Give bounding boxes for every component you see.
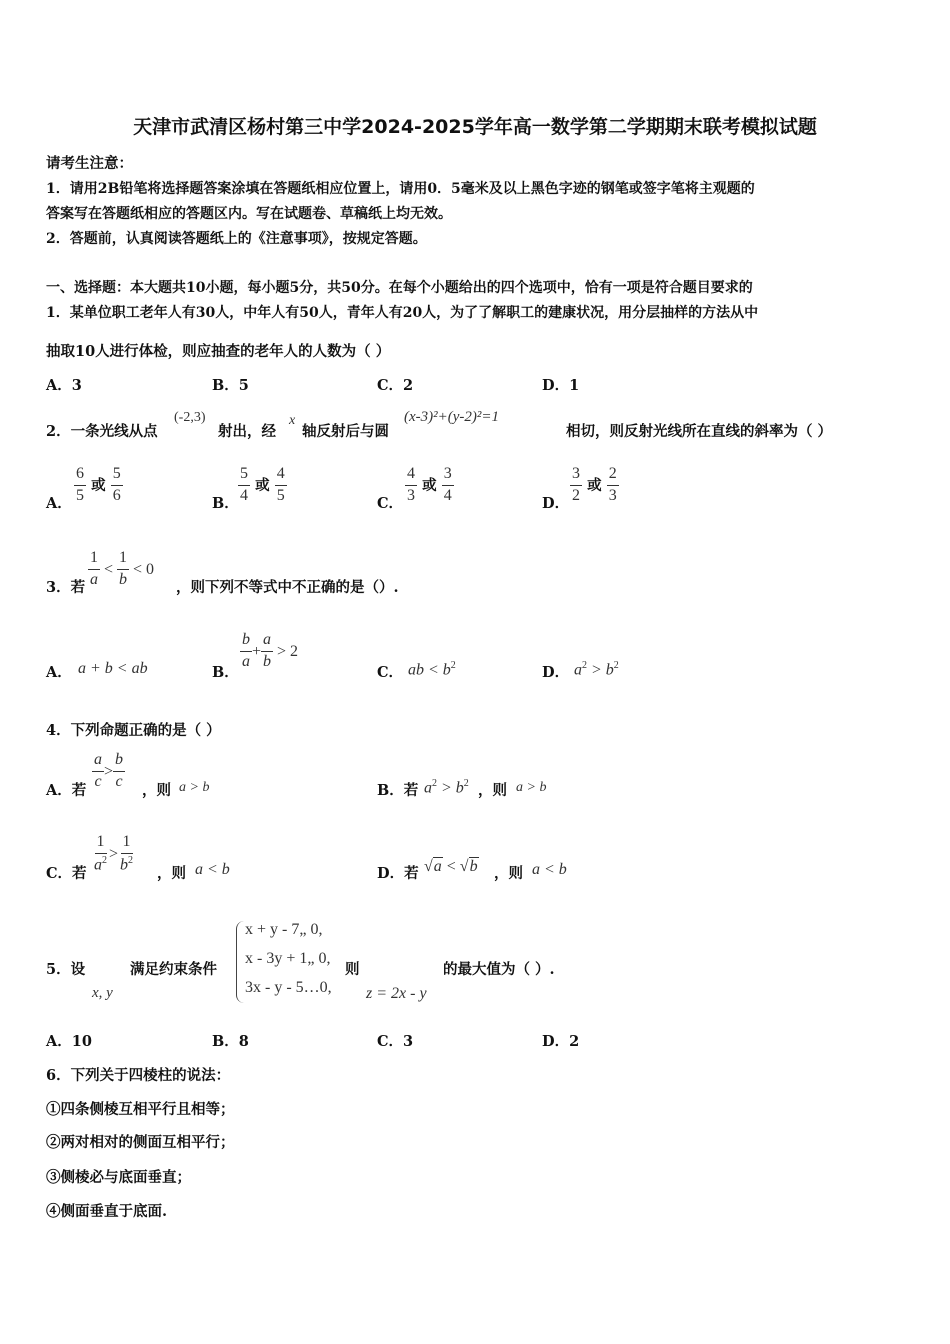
q1-option-b: B．5 (212, 377, 249, 394)
q4-option-b-condition: $a^2 > b^2$ (424, 778, 469, 797)
fraction-denominator: 6 (112, 486, 121, 504)
q2-axis: x (289, 413, 296, 428)
less-than: < (100, 560, 118, 578)
q4-option-a-then: ，则 (142, 782, 171, 799)
q5-option-d: D．2 (542, 1033, 580, 1050)
q3-stem-part2: ，则下列不等式中不正确的是（）. (176, 579, 399, 596)
q3-option-b-label: B． (212, 664, 239, 681)
constraint-1: x + y - 7„ 0, (245, 921, 323, 938)
q1-option-c: C．2 (377, 377, 414, 394)
greater-than-two: > 2 (273, 642, 299, 660)
q4-option-c-label: C．若 (46, 865, 87, 882)
q3-option-b-value: $\frac{b}{a}$ + $\frac{a}{b}$ > 2 (242, 631, 299, 670)
or-text: 或 (255, 476, 270, 494)
q3-option-c-label: C． (377, 664, 404, 681)
q5-stem-part1: 5．设 (46, 961, 86, 978)
page-title: 天津市武清区杨村第三中学2024-2025学年高一数学第二学期期末联考模拟试题 (133, 116, 817, 138)
q3-stem-part1: 3．若 (46, 579, 86, 596)
q2-option-d-value (570, 466, 619, 505)
fraction-denominator: 4 (240, 486, 248, 504)
notice-line1b: 答案写在答题纸相应的答题区内。写在试题卷、草稿纸上均无效。 (46, 206, 452, 222)
q2-option-b-label: B． (212, 495, 239, 512)
q4-option-d-label: D．若 (377, 865, 419, 882)
q4-option-c-result: a < b (195, 861, 230, 878)
or-text: 或 (91, 476, 106, 494)
q5-option-b: B．8 (212, 1033, 249, 1050)
q5-stem-part3: 则 (345, 961, 360, 978)
q1-line1: 1．某单位职工老年人有30人，中年人有50人，青年人有20人，为了了解职工的建康状况，用分层抽样的方法从中 (46, 305, 759, 321)
q5-variables: x, y (92, 985, 113, 1001)
fraction-numerator: 2 (607, 466, 619, 486)
q4-option-b-result: a > b (516, 780, 547, 795)
q1-option-d: D．1 (542, 377, 580, 394)
q6-statement-1: ①四条侧棱互相平行且相等； (46, 1101, 235, 1118)
q3-option-a-label: A． (46, 664, 72, 681)
q2-option-a-label: A． (46, 495, 72, 512)
q4-option-b-label: B．若 (377, 782, 419, 799)
fraction-numerator: 5 (238, 466, 250, 486)
or-text: 或 (587, 476, 602, 494)
q4-option-d-result: a < b (532, 861, 567, 878)
q4-stem: 4．下列命题正确的是（ ） (46, 722, 221, 739)
q5-option-c: C．3 (377, 1033, 414, 1050)
option-d-rest: > b (587, 661, 614, 679)
q2-option-a-value (74, 466, 123, 505)
option-d-base: a (574, 661, 582, 679)
fraction-denominator: 5 (76, 486, 84, 504)
q6-statement-4: ④侧面垂直于底面. (46, 1203, 168, 1220)
q2-stem-part2: 射出，经 (218, 423, 276, 440)
q3-option-d-value: $a^2 > b^2$ (574, 660, 619, 679)
q6-stem: 6．下列关于四棱柱的说法： (46, 1067, 231, 1084)
constraint-2: x - 3y + 1„ 0, (245, 950, 331, 967)
q6-statement-2: ②两对相对的侧面互相平行； (46, 1134, 235, 1151)
less-than-zero: < 0 (129, 560, 155, 578)
fraction-numerator: 3 (442, 466, 454, 486)
q2-stem-part4: 相切，则反射光线所在直线的斜率为（ ） (566, 423, 833, 440)
q1-line2: 抽取10人进行体检，则应抽查的老年人的人数为（ ） (46, 343, 391, 360)
q5-stem-part4: 的最大值为（ ）. (443, 961, 555, 978)
fraction-denominator: 5 (276, 486, 285, 504)
notice-heading: 请考生注意： (46, 155, 133, 172)
q4-option-d-then: ，则 (494, 865, 523, 882)
fraction-numerator: 6 (74, 466, 86, 486)
q2-stem-part3: 轴反射后与圆 (302, 423, 389, 440)
q5-option-a: A．10 (46, 1033, 92, 1050)
q5-constraint-system (236, 921, 347, 1003)
fraction-denominator: 3 (608, 486, 617, 504)
q4-option-d-condition: √a < √b (424, 858, 478, 875)
notice-line2: 2．答题前，认真阅读答题纸上的《注意事项》，按规定答题。 (46, 231, 427, 247)
option-c-text: ab < b (408, 661, 451, 679)
fraction-denominator: 4 (443, 486, 452, 504)
or-text: 或 (422, 476, 437, 494)
q2-option-c-label: C． (377, 495, 404, 512)
q3-condition: $\frac{1}{a}$ < $\frac{1}{b}$ < 0 (90, 549, 155, 588)
fraction-numerator: 4 (275, 466, 287, 486)
notice-line1a: 1．请用2B铅笔将选择题答案涂填在答题纸相应位置上，请用0．5毫米及以上黑色字迹的钢笔或签字笔将主观题的 (46, 181, 755, 197)
q4-option-b-then: ，则 (478, 782, 507, 799)
fraction-denominator: 2 (572, 486, 580, 504)
q6-statement-3: ③侧棱必与底面垂直； (46, 1169, 191, 1186)
fraction-denominator: 3 (407, 486, 415, 504)
fraction-numerator: 5 (111, 466, 123, 486)
q1-option-a: A．3 (46, 377, 82, 394)
q4-option-a-condition: $\frac{a}{c}$ > $\frac{b}{c}$ (94, 751, 124, 790)
q2-stem-part1: 2．一条光线从点 (46, 423, 158, 440)
q4-option-a-label: A．若 (46, 782, 87, 799)
q3-option-c-value: ab < $b^2$ (408, 660, 456, 679)
q2-option-d-label: D． (542, 495, 570, 512)
q2-option-c-value (405, 466, 454, 505)
q3-option-a-value: a + b < ab (78, 660, 148, 677)
q5-objective: z = 2x - y (366, 985, 427, 1002)
q2-option-b-value (238, 466, 287, 505)
q4-option-a-result: a > b (179, 780, 210, 795)
q3-option-d-label: D． (542, 664, 570, 681)
constraint-3: 3x - y - 5…0, (245, 979, 332, 996)
q4-option-c-condition: $\frac{1}{a^2}$ > $\frac{1}{b^2}$ (94, 833, 134, 874)
q2-circle-equation: (x-3)²+(y-2)²=1 (404, 409, 500, 425)
q2-point: (-2,3) (174, 410, 206, 425)
section1-heading: 一、选择题：本大题共10小题，每小题5分，共50分。在每个小题给出的四个选项中，恰有一项是符合题目要求的 (46, 280, 753, 296)
fraction-numerator: 4 (405, 466, 417, 486)
q5-stem-part2: 满足约束条件 (130, 961, 217, 978)
fraction-numerator: 3 (570, 466, 582, 486)
q4-option-c-then: ，则 (157, 865, 186, 882)
